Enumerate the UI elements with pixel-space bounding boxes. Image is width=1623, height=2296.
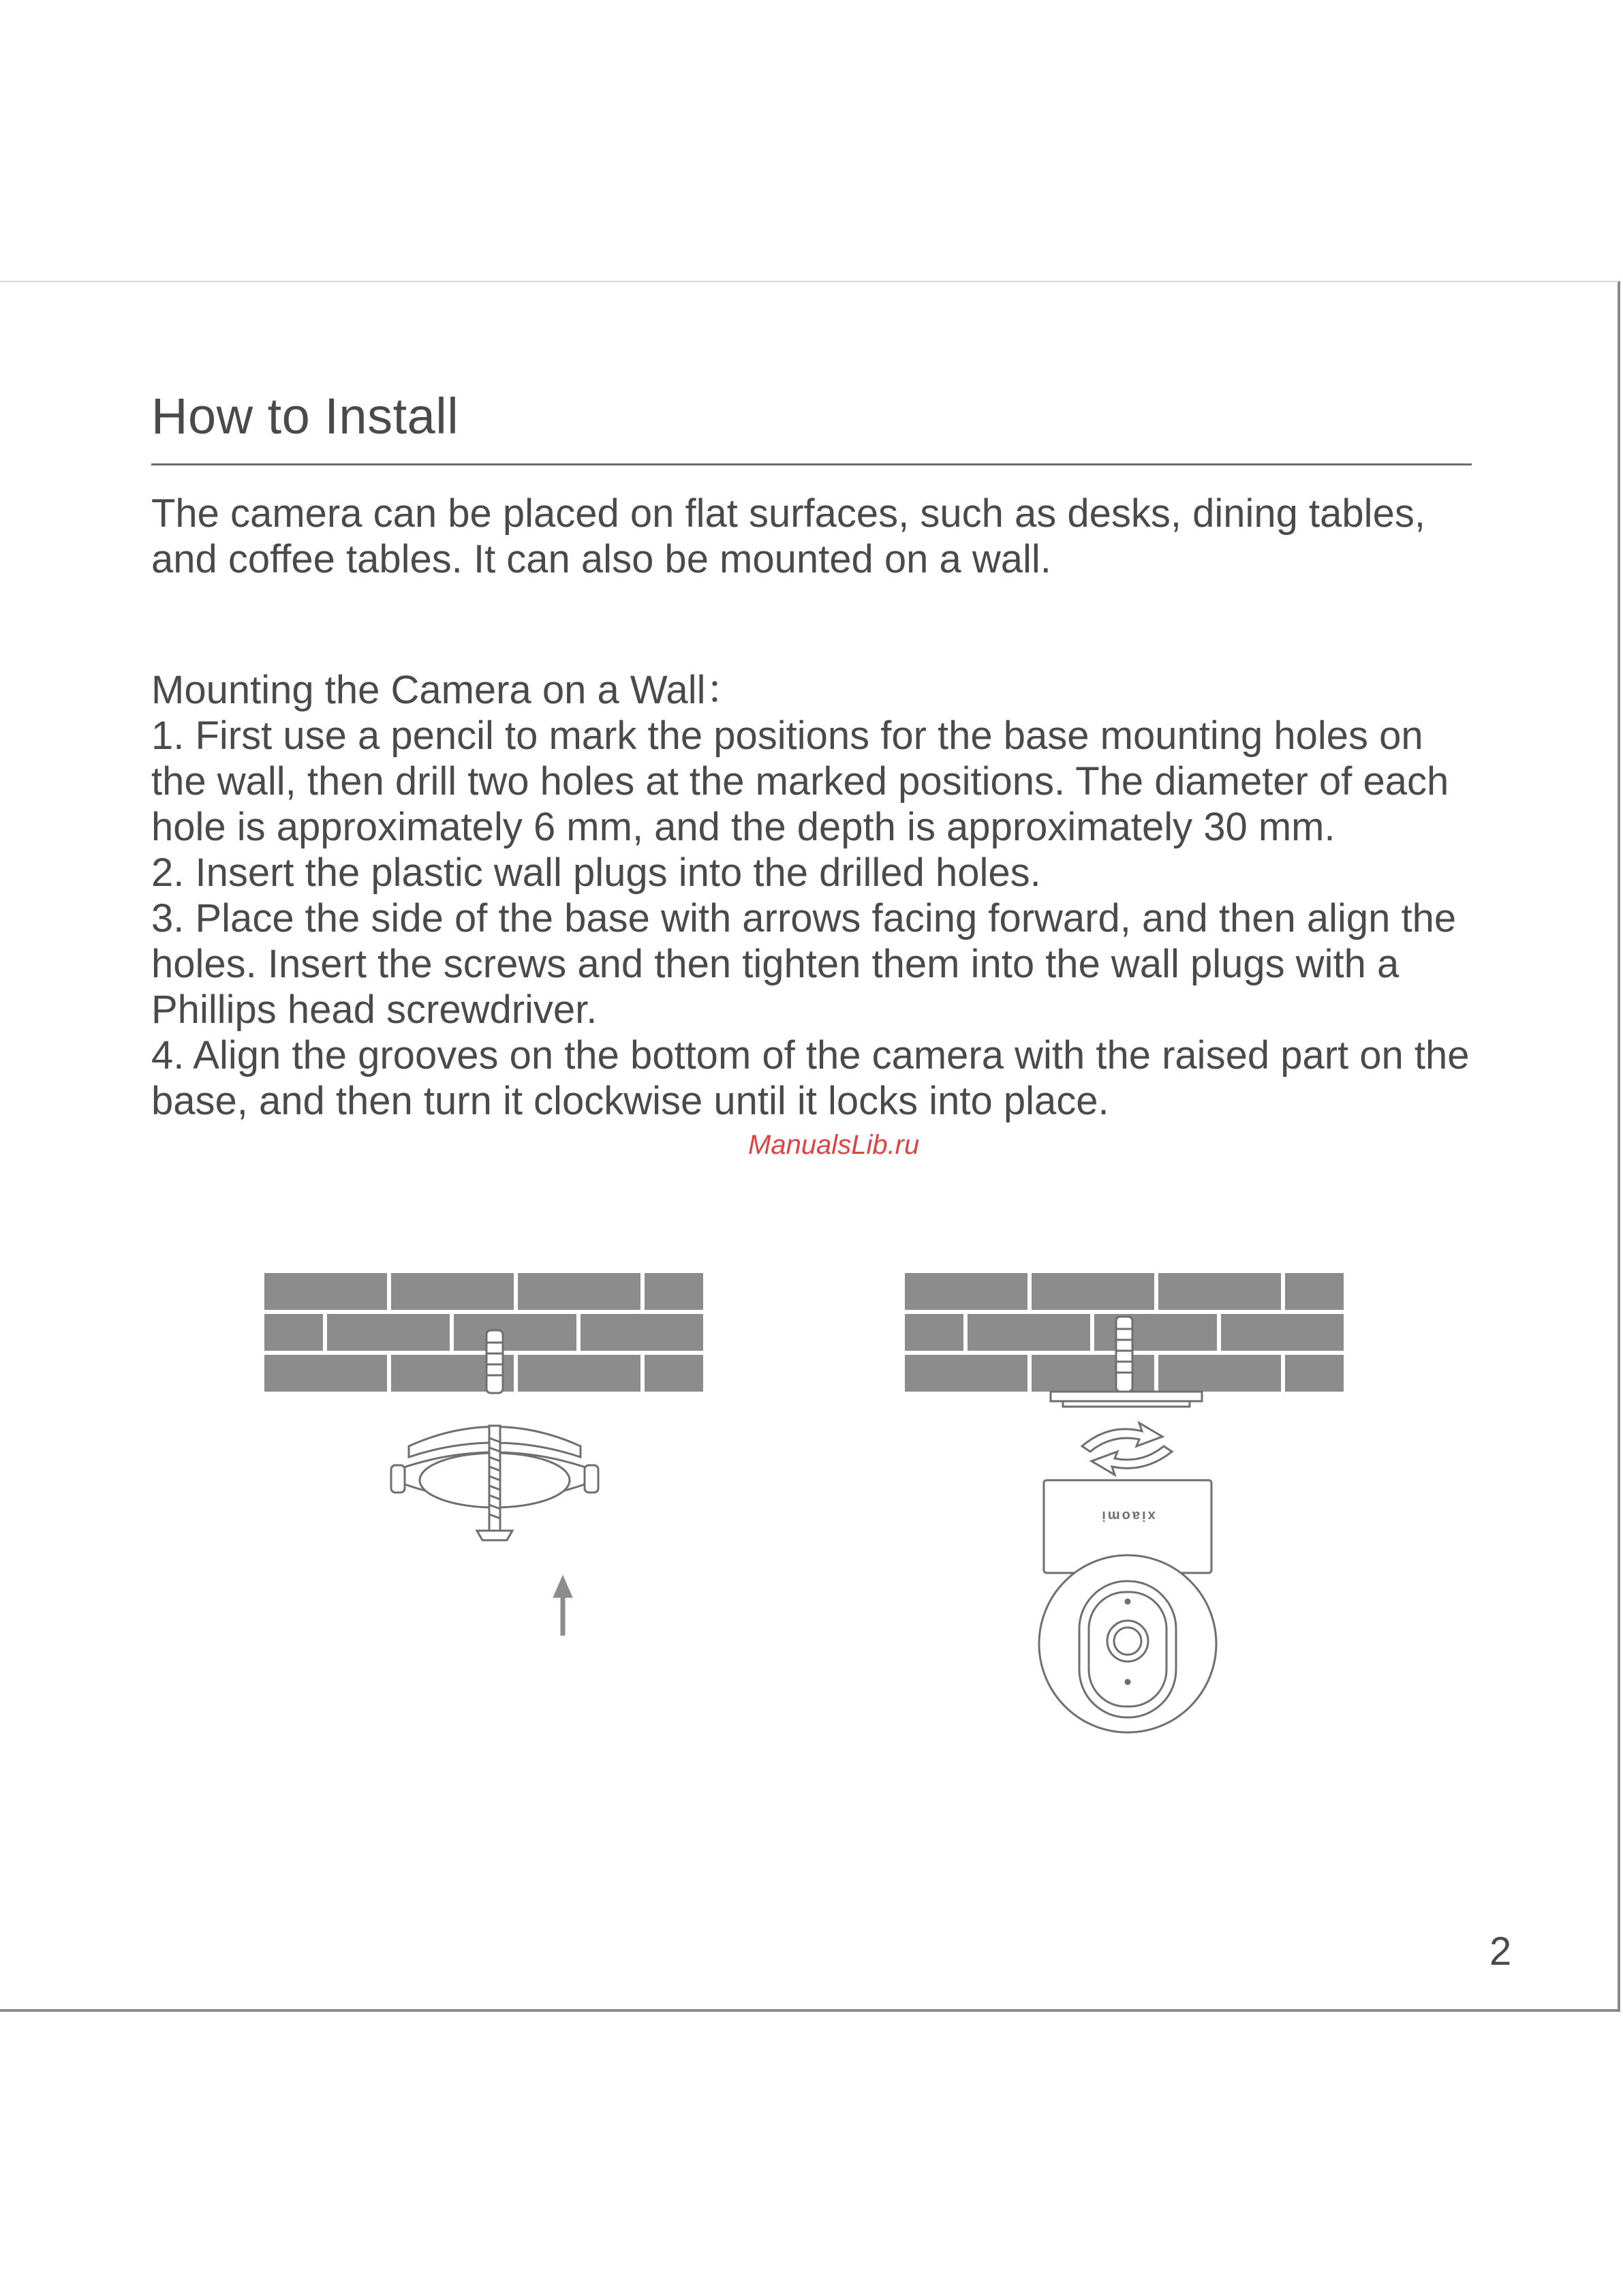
page-number: 2 [1489, 1929, 1512, 1974]
step-3: 3. Place the side of the base with arrows facing forward, and then align the holes. Insert the screws and then tighten them into the wall plugs with a Phillips head screwdriver. [151, 896, 1457, 1032]
step-2: 2. Insert the plastic wall plugs into the drilled holes. [151, 851, 1041, 895]
rotate-clockwise-icon [1082, 1423, 1172, 1475]
wall-plug-icon [1116, 1317, 1132, 1392]
brick-wall-icon [264, 1273, 703, 1392]
camera-attach-illustration [905, 1268, 1348, 1745]
base-mounting-illustration [264, 1268, 707, 1636]
title-divider [151, 463, 1472, 465]
step-4: 4. Align the grooves on the bottom of the camera with the raised part on the base, and then turn it clockwise until it locks into place. [151, 1033, 1470, 1123]
arrow-up-icon [553, 1576, 572, 1636]
page-title: How to Install [151, 388, 459, 444]
step-1: 1. First use a pencil to mark the positions for the base mounting holes on the wall, then drill two holes at the marked positions. The diameter of each hole is approximately 6 mm, and the depth is approximately 30 mm. [151, 714, 1449, 849]
camera-icon [1039, 1480, 1216, 1732]
wall-mount-heading: Mounting the Camera on a Wall： [151, 668, 745, 712]
wall-plug-icon [486, 1330, 503, 1393]
wall-mount-instructions [151, 667, 1487, 1124]
intro-paragraph: The camera can be placed on flat surfaces, such as desks, dining tables, and coffee tables. It can also be mounted on a wall. [151, 491, 1425, 581]
watermark: ManualsLib.ru [748, 1130, 920, 1160]
mounted-base-icon [1051, 1392, 1202, 1407]
camera-brand-label: xiaomi [1100, 1508, 1156, 1523]
